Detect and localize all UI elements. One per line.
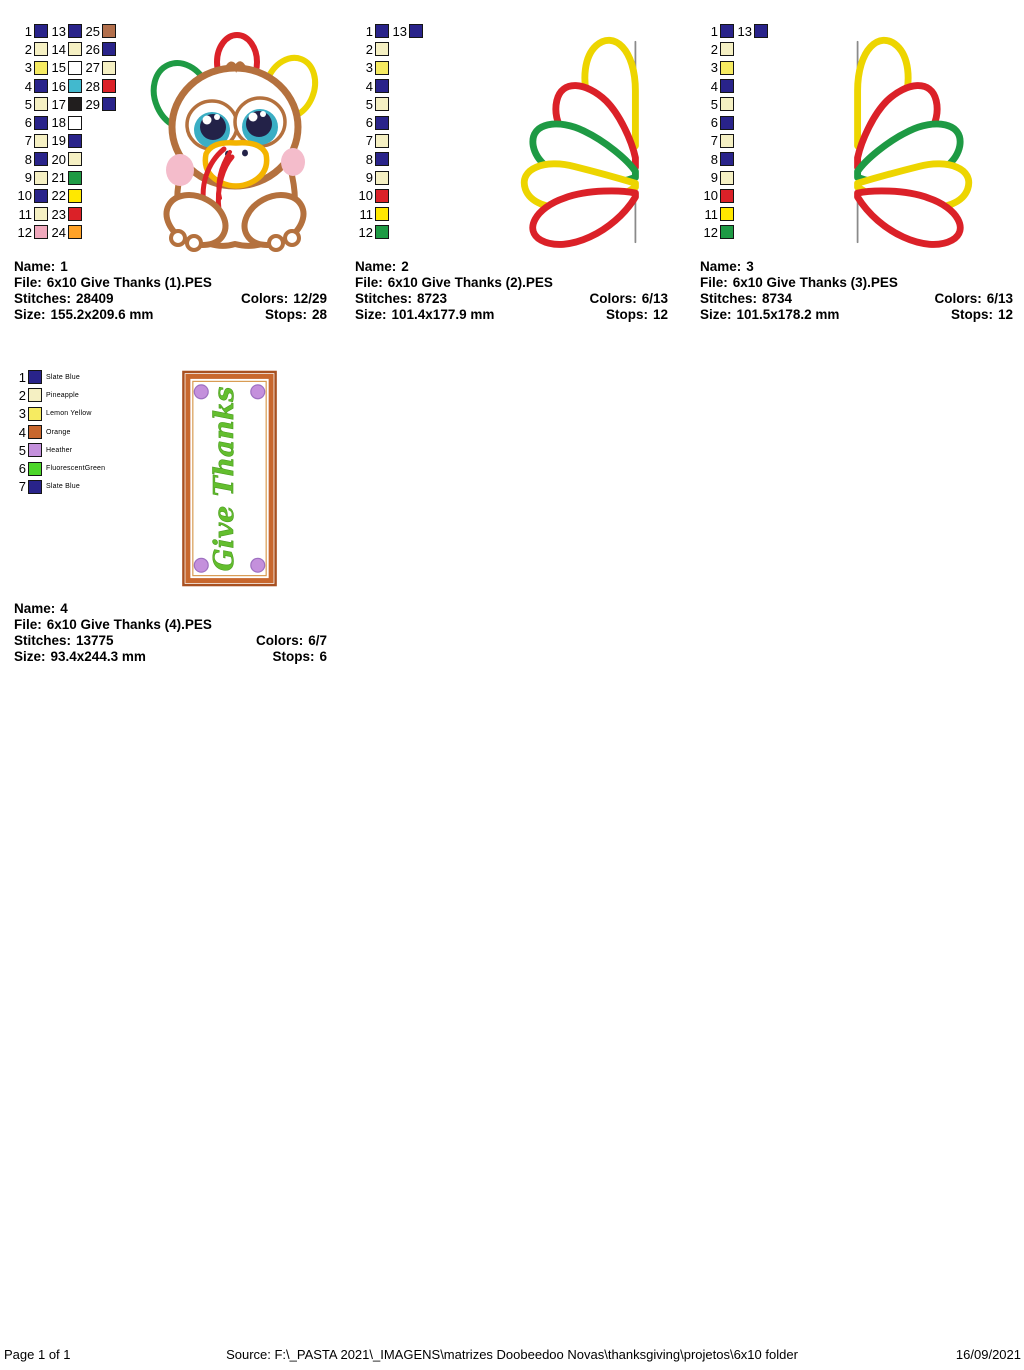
stitches-label: Stitches: <box>14 633 72 648</box>
design-info-3 <box>700 259 1013 323</box>
color-number: 11 <box>18 206 32 222</box>
palette-entry <box>355 95 389 113</box>
design-card-4 <box>14 364 327 664</box>
color-swatch <box>34 97 48 111</box>
color-swatch <box>34 116 48 130</box>
color-swatch <box>28 443 42 457</box>
palette-entry <box>48 187 82 205</box>
color-swatch <box>28 370 42 384</box>
color-number: 2 <box>18 387 26 403</box>
palette-entry <box>14 478 105 496</box>
color-number: 24 <box>51 224 66 240</box>
color-number: 1 <box>365 23 373 39</box>
color-swatch <box>68 97 82 111</box>
color-swatch <box>102 61 116 75</box>
color-swatch <box>34 24 48 38</box>
stops-value: 12 <box>997 307 1013 322</box>
name-label: Name: <box>700 259 742 274</box>
palette-entry <box>14 40 48 58</box>
stops-value: 12 <box>652 307 668 322</box>
color-number: 1 <box>710 23 718 39</box>
stitches-value: 8723 <box>417 291 448 306</box>
palette-entry <box>700 77 734 95</box>
color-number: 17 <box>51 96 66 112</box>
color-palette <box>14 22 116 242</box>
color-swatch <box>375 24 389 38</box>
file-value: 6x10 Give Thanks (2).PES <box>387 275 553 290</box>
color-swatch <box>28 425 42 439</box>
color-swatch <box>375 61 389 75</box>
color-number: 7 <box>710 133 718 149</box>
color-number: 23 <box>51 206 66 222</box>
palette-entry <box>14 205 48 223</box>
file-label: File: <box>355 275 383 290</box>
stops-label: Stops: <box>272 649 315 664</box>
palette-entry <box>14 77 48 95</box>
color-name: Pineapple <box>46 391 79 399</box>
name-value: 3 <box>746 259 754 274</box>
color-swatch <box>68 189 82 203</box>
palette-entry <box>48 95 82 113</box>
palette-entry <box>14 113 48 131</box>
color-swatch <box>68 225 82 239</box>
color-swatch <box>375 207 389 221</box>
name-label: Name: <box>14 601 56 616</box>
color-name: Lemon Yellow <box>46 410 92 418</box>
palette-entry <box>355 22 389 40</box>
color-number: 16 <box>51 78 66 94</box>
palette-entry <box>14 223 48 241</box>
palette-entry <box>48 132 82 150</box>
palette-entry <box>48 59 82 77</box>
color-number: 1 <box>24 23 32 39</box>
palette-entry <box>700 113 734 131</box>
color-swatch <box>720 171 734 185</box>
design-card-3 <box>700 22 1013 322</box>
color-swatch <box>720 207 734 221</box>
size-label: Size: <box>14 649 46 664</box>
color-swatch <box>34 225 48 239</box>
color-number: 8 <box>24 151 32 167</box>
name-value: 1 <box>60 259 68 274</box>
feathers-left-thumbnail <box>488 28 660 254</box>
color-swatch <box>720 97 734 111</box>
color-number: 6 <box>365 115 373 131</box>
color-number: 21 <box>51 170 66 186</box>
color-number: 27 <box>85 60 100 76</box>
palette-entry <box>355 77 389 95</box>
turkey-thumbnail <box>140 22 330 257</box>
palette-entry <box>48 150 82 168</box>
palette-entry <box>14 168 48 186</box>
palette-entry <box>355 40 389 58</box>
color-number: 19 <box>51 133 66 149</box>
color-swatch <box>102 42 116 56</box>
color-swatch <box>720 225 734 239</box>
color-number: 18 <box>51 115 66 131</box>
color-number: 15 <box>51 60 66 76</box>
color-number: 3 <box>365 60 373 76</box>
color-number: 9 <box>365 170 373 186</box>
palette-entry <box>14 187 48 205</box>
palette-entry <box>82 40 116 58</box>
color-number: 22 <box>51 188 66 204</box>
color-swatch <box>375 116 389 130</box>
size-label: Size: <box>355 307 387 322</box>
stitches-label: Stitches: <box>355 291 413 306</box>
banner-text: Give Thanks <box>208 386 240 572</box>
color-number: 8 <box>710 151 718 167</box>
size-label: Size: <box>700 307 732 322</box>
color-number: 3 <box>24 60 32 76</box>
color-number: 11 <box>359 206 373 222</box>
color-number: 13 <box>51 23 66 39</box>
palette-entry <box>82 59 116 77</box>
color-number: 10 <box>17 188 32 204</box>
stitches-label: Stitches: <box>700 291 758 306</box>
color-number: 13 <box>737 23 752 39</box>
stops-value: 6 <box>319 649 327 664</box>
color-swatch <box>68 116 82 130</box>
color-name: Heather <box>46 446 73 454</box>
colors-value: 6/13 <box>641 291 668 306</box>
size-value: 101.5x178.2 mm <box>736 307 840 322</box>
color-swatch <box>720 189 734 203</box>
color-number: 6 <box>710 115 718 131</box>
palette-entry <box>700 40 734 58</box>
file-label: File: <box>14 275 42 290</box>
palette-entry <box>734 22 768 40</box>
palette-entry <box>14 95 48 113</box>
color-swatch <box>375 225 389 239</box>
palette-entry <box>48 205 82 223</box>
palette-entry <box>700 205 734 223</box>
feathers-right-thumbnail <box>833 28 1005 254</box>
color-swatch <box>102 24 116 38</box>
color-number: 4 <box>710 78 718 94</box>
color-swatch <box>68 42 82 56</box>
color-swatch <box>720 24 734 38</box>
color-number: 5 <box>24 96 32 112</box>
palette-entry <box>48 40 82 58</box>
color-swatch <box>68 152 82 166</box>
palette-entry <box>14 368 105 386</box>
color-number: 2 <box>365 41 373 57</box>
file-value: 6x10 Give Thanks (3).PES <box>732 275 898 290</box>
color-swatch <box>34 134 48 148</box>
color-swatch <box>375 97 389 111</box>
name-value: 2 <box>401 259 409 274</box>
color-swatch <box>68 79 82 93</box>
color-number: 25 <box>85 23 100 39</box>
palette-entry <box>355 187 389 205</box>
palette-entry <box>14 132 48 150</box>
color-swatch <box>34 42 48 56</box>
color-number: 4 <box>24 78 32 94</box>
color-swatch <box>34 171 48 185</box>
design-info-2 <box>355 259 668 323</box>
color-number: 4 <box>18 424 26 440</box>
color-swatch <box>102 79 116 93</box>
source-path: Source: F:\_PASTA 2021\_IMAGENS\matrizes Doobeedoo Novas\thanksgiving\projetos\6x10 folder <box>226 1347 798 1362</box>
color-swatch <box>375 42 389 56</box>
palette-entry <box>355 168 389 186</box>
page-number: Page 1 of 1 <box>4 1347 71 1362</box>
palette-entry <box>14 459 105 477</box>
color-number: 6 <box>24 115 32 131</box>
banner-thumbnail <box>178 368 282 590</box>
color-swatch <box>28 480 42 494</box>
size-value: 155.2x209.6 mm <box>50 307 154 322</box>
stops-label: Stops: <box>605 307 648 322</box>
color-swatch <box>720 42 734 56</box>
color-swatch <box>34 61 48 75</box>
color-palette <box>700 22 768 242</box>
colors-value: 6/13 <box>986 291 1013 306</box>
color-number: 12 <box>703 224 718 240</box>
design-card-2 <box>355 22 668 322</box>
color-number: 28 <box>85 78 100 94</box>
color-swatch <box>720 61 734 75</box>
color-number: 9 <box>710 170 718 186</box>
color-number: 5 <box>365 96 373 112</box>
page-footer <box>0 1346 1024 1366</box>
palette-entry <box>14 150 48 168</box>
color-name: Slate Blue <box>46 373 80 381</box>
color-number: 6 <box>18 461 26 477</box>
colors-label: Colors: <box>240 291 289 306</box>
stitches-label: Stitches: <box>14 291 72 306</box>
file-label: File: <box>700 275 728 290</box>
color-swatch <box>375 79 389 93</box>
name-value: 4 <box>60 601 68 616</box>
color-number: 3 <box>18 406 26 422</box>
color-number: 14 <box>51 41 66 57</box>
color-number: 5 <box>18 442 26 458</box>
size-label: Size: <box>14 307 46 322</box>
palette-entry <box>355 223 389 241</box>
palette-entry <box>700 223 734 241</box>
size-value: 101.4x177.9 mm <box>391 307 495 322</box>
color-swatch <box>375 152 389 166</box>
color-swatch <box>68 207 82 221</box>
color-number: 7 <box>24 133 32 149</box>
color-swatch <box>720 116 734 130</box>
stops-label: Stops: <box>950 307 993 322</box>
design-info-4 <box>14 601 327 665</box>
palette-entry <box>48 22 82 40</box>
palette-entry <box>700 168 734 186</box>
palette-entry <box>700 132 734 150</box>
color-swatch <box>375 171 389 185</box>
stops-value: 28 <box>311 307 327 322</box>
color-swatch <box>68 171 82 185</box>
color-number: 8 <box>365 151 373 167</box>
design-card-1 <box>14 22 327 322</box>
color-swatch <box>720 134 734 148</box>
color-swatch <box>720 79 734 93</box>
file-value: 6x10 Give Thanks (4).PES <box>46 617 212 632</box>
name-label: Name: <box>14 259 56 274</box>
palette-entry <box>14 22 48 40</box>
colors-label: Colors: <box>589 291 637 306</box>
colors-value: 6/7 <box>308 633 327 648</box>
color-number: 10 <box>358 188 373 204</box>
color-number: 13 <box>392 23 407 39</box>
file-value: 6x10 Give Thanks (1).PES <box>46 275 212 290</box>
color-palette <box>355 22 423 242</box>
palette-entry <box>355 132 389 150</box>
color-number: 5 <box>710 96 718 112</box>
color-swatch <box>68 61 82 75</box>
color-swatch <box>34 189 48 203</box>
color-number: 29 <box>85 96 100 112</box>
color-name: Orange <box>46 428 71 436</box>
design-info-1 <box>14 259 327 323</box>
color-name: FluorescentGreen <box>46 465 106 473</box>
stitches-value: 13775 <box>76 633 114 648</box>
palette-entry <box>14 405 105 423</box>
palette-entry <box>389 22 423 40</box>
color-number: 10 <box>703 188 718 204</box>
palette-entry <box>700 95 734 113</box>
color-swatch <box>68 134 82 148</box>
palette-entry <box>82 77 116 95</box>
palette-entry <box>48 77 82 95</box>
palette-entry <box>355 59 389 77</box>
color-swatch <box>375 134 389 148</box>
file-label: File: <box>14 617 42 632</box>
palette-entry <box>14 386 105 404</box>
palette-entry <box>355 205 389 223</box>
palette-entry <box>700 150 734 168</box>
palette-entry <box>14 441 105 459</box>
color-number: 4 <box>365 78 373 94</box>
color-swatch <box>754 24 768 38</box>
palette-entry <box>82 95 116 113</box>
palette-entry <box>700 59 734 77</box>
size-value: 93.4x244.3 mm <box>50 649 146 664</box>
color-swatch <box>68 24 82 38</box>
palette-entry <box>355 150 389 168</box>
color-swatch <box>409 24 423 38</box>
color-number: 3 <box>710 60 718 76</box>
color-number: 1 <box>18 369 26 385</box>
name-label: Name: <box>355 259 397 274</box>
date: 16/09/2021 <box>955 1347 1021 1362</box>
color-number: 12 <box>17 224 32 240</box>
stitches-value: 28409 <box>76 291 114 306</box>
colors-label: Colors: <box>934 291 982 306</box>
colors-label: Colors: <box>255 633 304 648</box>
palette-entry <box>48 168 82 186</box>
palette-entry <box>700 187 734 205</box>
color-palette <box>14 368 105 588</box>
palette-entry <box>14 423 105 441</box>
color-number: 7 <box>365 133 373 149</box>
palette-entry <box>355 113 389 131</box>
palette-entry <box>82 22 116 40</box>
color-swatch <box>34 152 48 166</box>
color-swatch <box>102 97 116 111</box>
color-swatch <box>28 462 42 476</box>
color-number: 20 <box>51 151 66 167</box>
color-number: 2 <box>710 41 718 57</box>
color-number: 2 <box>24 41 32 57</box>
palette-entry <box>700 22 734 40</box>
color-number: 26 <box>85 41 100 57</box>
colors-value: 12/29 <box>293 291 327 306</box>
color-number: 7 <box>18 479 26 495</box>
color-swatch <box>28 407 42 421</box>
color-swatch <box>28 388 42 402</box>
color-number: 9 <box>24 170 32 186</box>
color-name: Slate Blue <box>46 483 80 491</box>
stops-label: Stops: <box>264 307 307 322</box>
color-swatch <box>720 152 734 166</box>
color-number: 12 <box>358 224 373 240</box>
palette-entry <box>48 113 82 131</box>
color-swatch <box>375 189 389 203</box>
stitches-value: 8734 <box>762 291 793 306</box>
palette-entry <box>14 59 48 77</box>
color-number: 11 <box>704 206 718 222</box>
color-swatch <box>34 207 48 221</box>
palette-entry <box>48 223 82 241</box>
color-swatch <box>34 79 48 93</box>
